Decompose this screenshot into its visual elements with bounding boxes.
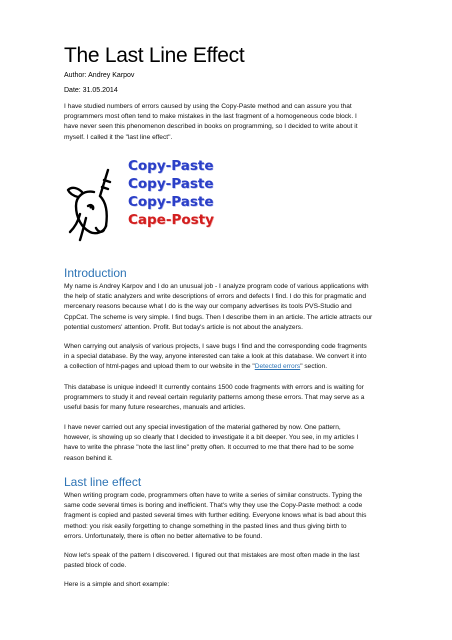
date-line: Date: 31.05.2014 <box>64 87 118 94</box>
text-line: programmers most often tend to make mistakes in the last fragment of a homogeneous code block. I <box>64 113 357 121</box>
text-line: useful basis for many future researches, manuals and articles. <box>64 404 246 412</box>
text-line: have never seen this phenomenon described in books on programming, so I decided to write about it <box>64 123 358 131</box>
section-heading-introduction: Introduction <box>64 266 127 280</box>
text-line: however, is showing up so clearly that I decided to investigate it a bit deeper. You see, in my articles I <box>64 434 359 442</box>
text-line: My name is Andrey Karpov and I do an unusual job - I analyze program code of various applications with <box>64 283 369 290</box>
introduction-paragraph-1 <box>64 282 410 333</box>
text-line: have to write the phrase "note the last line" pretty often. It occurred to me that there had to be some <box>64 444 354 452</box>
text-span: a collection of html-pages and upload them to our website in the " <box>64 363 255 371</box>
copy-paste-line: Copy-Paste <box>128 158 214 174</box>
text-line: the help of static analyzers and write descriptions of errors and defects I find. I do this for pragmatic and <box>64 293 367 301</box>
text-line: potential customers' attention. Profit. But today's article is not about the analyzers. <box>64 323 303 331</box>
text-line: I have never carried out any special investigation of the material gathered by now. One pattern, <box>64 424 341 431</box>
text-line: Now let's speak of the pattern I discovered. I figured out that mistakes are most often made in the last <box>64 552 360 559</box>
cape-posty-line: Cape-Posty <box>128 212 214 228</box>
detected-errors-link[interactable]: Detected errors <box>254 363 301 371</box>
copy-paste-line: Copy-Paste <box>128 194 214 210</box>
text-span: " section. <box>300 363 328 371</box>
text-line: programmers to study it and reveal certain regularity patterns among these errors. That may serve as a <box>64 394 365 402</box>
text-line: This database is unique indeed! It currently contains 1500 code fragments with errors and is waiting for <box>64 384 364 391</box>
copy-paste-figure <box>64 158 224 258</box>
introduction-paragraph-3 <box>64 383 410 414</box>
text-line: pasted block of code. <box>64 562 127 570</box>
text-line: same code several times is boring and inefficient. That's why they use the Copy-Paste method: a code <box>64 502 363 510</box>
unicorn-icon <box>64 166 122 244</box>
text-line: mercenary reasons because what I do is the way our company advertises its tools PVS-Studio and <box>64 303 352 311</box>
copy-paste-line: Copy-Paste <box>128 176 214 192</box>
document-title: The Last Line Effect <box>64 44 245 67</box>
introduction-paragraph-2 <box>64 342 410 373</box>
last-line-paragraph-2 <box>64 551 410 571</box>
text-line: When writing program code, programmers often have to write a series of similar constructs. Typing the <box>64 492 363 499</box>
text-line: in a special database. By the way, anyone interested can take a look at this database. We convert it into <box>64 353 367 361</box>
text-line: I have studied numbers of errors caused by using the Copy-Paste method and can assure you that <box>64 103 352 110</box>
text-line: errors. Unfortunately, there is often no better alternative to be found. <box>64 532 263 540</box>
text-line <box>64 362 410 372</box>
intro-paragraph <box>64 102 410 143</box>
text-line: fragment is copied and pasted several times with further editing. Everyone knows what is bad about this <box>64 512 367 520</box>
author-line: Author: Andrey Karpov <box>64 72 135 79</box>
text-line: reason behind it. <box>64 454 113 462</box>
last-line-paragraph-3 <box>64 580 410 590</box>
text-line: CppCat. The scheme is very simple. I find bugs. Then I describe them in an article. The article attracts our <box>64 313 373 321</box>
text-line: When carrying out analysis of various projects, I save bugs I find and the corresponding code fragments <box>64 343 367 350</box>
text-line: myself. I called it the "last line effect". <box>64 133 173 141</box>
text-line: Here is a simple and short example: <box>64 581 170 588</box>
text-line: method: you risk easily forgetting to change something in the pasted lines and thus giving birth to <box>64 522 347 530</box>
section-heading-last-line-effect: Last line effect <box>64 475 142 489</box>
last-line-paragraph-1 <box>64 491 410 542</box>
introduction-paragraph-4 <box>64 423 410 464</box>
